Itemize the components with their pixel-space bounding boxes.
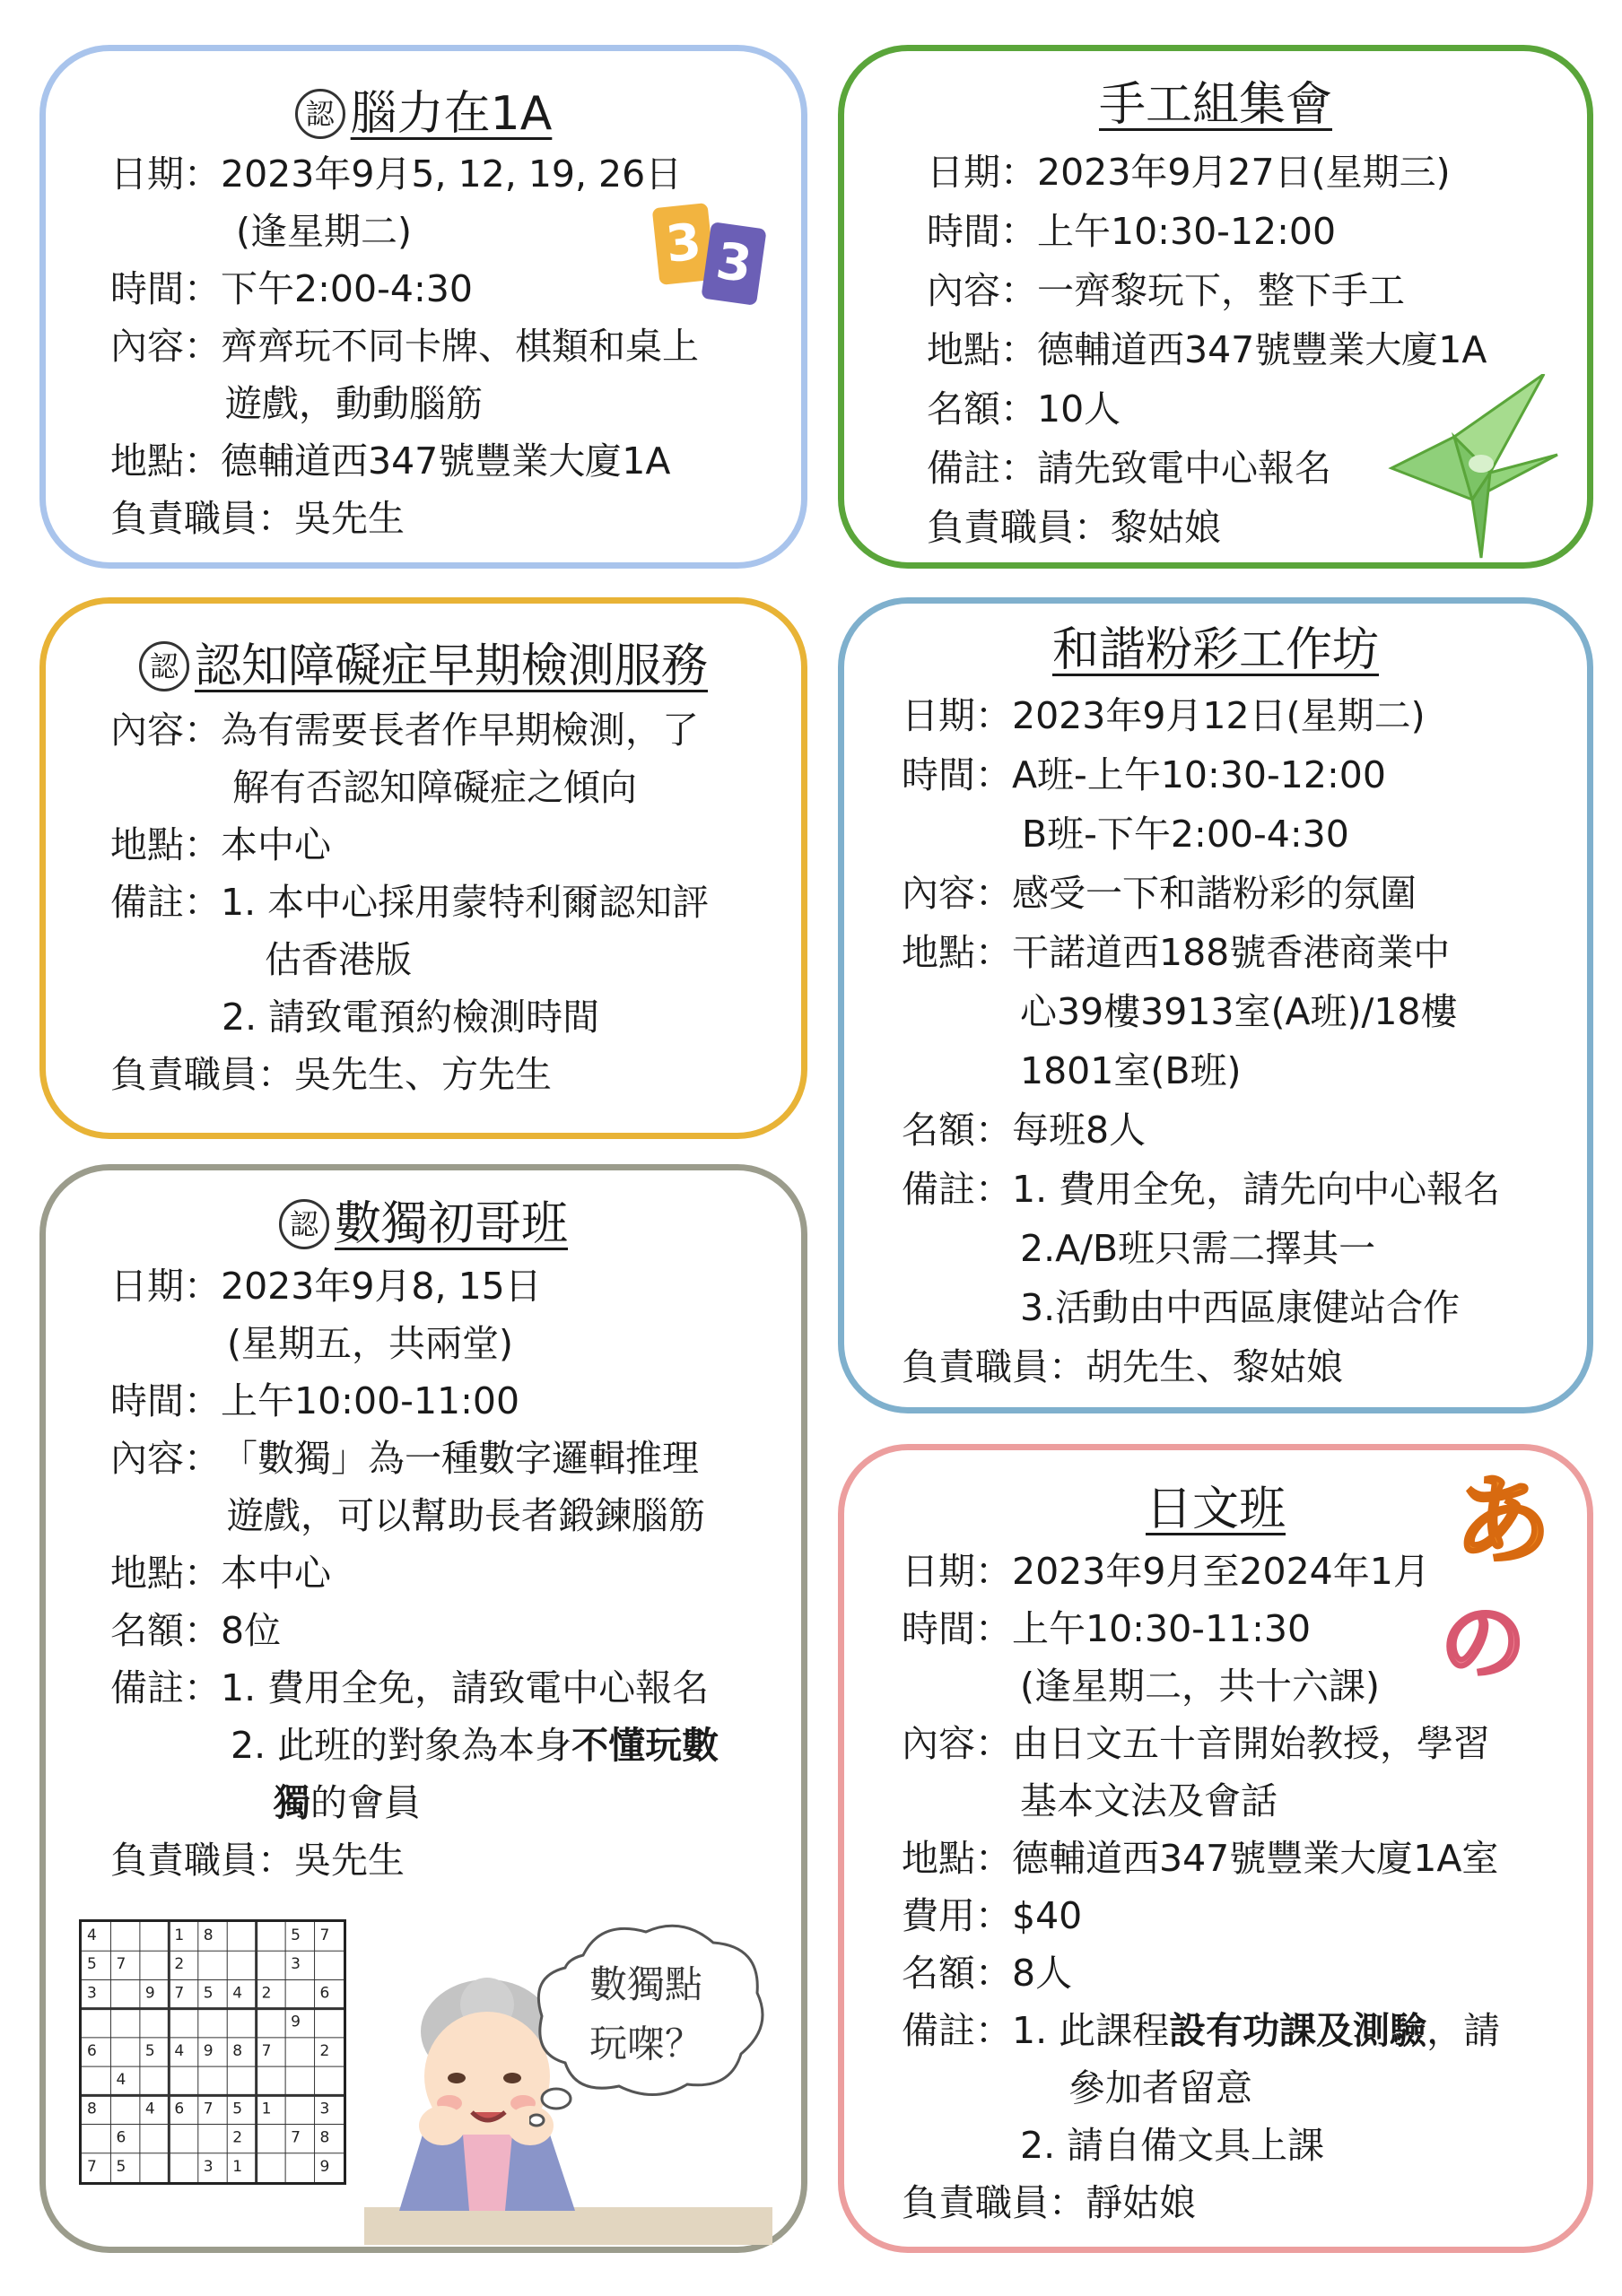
card-japanese-class [838,1444,1593,2253]
card-title [46,87,801,141]
sudoku-cell-number: 8 [319,2128,330,2147]
quota-row: 名額：10人 [927,387,1121,430]
date-row: 日期：2023年9月27日(星期三) [927,151,1451,194]
quota-row: 名額：每班8人 [902,1109,1147,1152]
remark-row: 備註：1. 本中心採用蒙特利爾認知評 [110,881,710,924]
place-row: 地點：德輔道西347號豐業大廈1A [927,328,1487,371]
sudoku-cell-number: 9 [144,1984,155,2003]
title-text: 認知障礙症早期檢測服務 [194,639,708,693]
sudoku-cell-number: 8 [203,1926,214,1944]
place-row: 地點：本中心 [110,823,331,866]
sudoku-cell-number: 9 [203,2041,214,2060]
sudoku-cell-number: 8 [232,2041,243,2060]
hiragana-no-icon: の [1440,1593,1526,1693]
bubble-text: 數獨點 玩㗎？ [589,1962,702,2066]
recognised-badge: 認 [295,89,345,139]
remark-row: 備註：請先致電中心報名 [927,447,1331,490]
sudoku-cell-number: 5 [291,1926,301,1944]
sudoku-cell-number: 7 [116,1955,126,1974]
date-row: 日期：2023年9月12日(星期二) [902,694,1426,737]
date-row: 日期：2023年9月5, 12, 19, 26日 [110,152,683,196]
staff-row: 負責職員：吳先生 [110,1839,405,1882]
title-text: 腦力在1A [350,87,553,141]
card-dementia-screening [39,597,807,1139]
sudoku-cell-number: 7 [261,2041,272,2060]
content-row: 內容：為有需要長者作早期檢測，了 [110,709,699,752]
sudoku-cell-number: 7 [203,2100,214,2118]
title-text: 和諧粉彩工作坊 [1051,623,1379,677]
sudoku-cell-number: 2 [319,2041,330,2060]
quota-row: 名額：8位 [110,1609,282,1652]
card-pastel-workshop [838,597,1593,1413]
card-title [46,1197,801,1251]
title-text: 手工組集會 [1098,78,1332,132]
card-title [844,78,1587,132]
time-row: 時間：A班-上午10:30-12:00 [902,753,1386,796]
sudoku-cell-number: 6 [174,2100,185,2118]
remark-2: 2. 此班的對象為本身不懂玩數 [231,1724,719,1767]
sudoku-cell-number: 4 [116,2071,126,2090]
thought-bubble [529,1919,772,2099]
time-row: 時間：上午10:00-11:00 [110,1379,520,1422]
remark-2: 2. 請致電預約檢測時間 [222,996,600,1039]
content-cont: 解有否認知障礙症之傾向 [232,766,637,809]
time-row: 時間：上午10:30-11:30 [902,1607,1312,1650]
remark-row: 備註：1. 此課程設有功課及測驗，請 [902,2009,1501,2052]
remark-2: 2. 請自備文具上課 [1020,2124,1325,2167]
sudoku-cell-number: 5 [116,2157,126,2176]
date-row: 日期：2023年9月8, 15日 [110,1265,542,1308]
recognised-badge: 認 [279,1199,329,1249]
time-note: (逢星期二，共十六課) [1020,1665,1380,1708]
remark-cont: 參加者留意 [1068,2066,1252,2109]
card-brain-power [39,45,807,569]
title-text: 數獨初哥班 [334,1197,568,1251]
sudoku-cell-number: 9 [291,2013,301,2031]
sudoku-cell-number: 6 [116,2128,126,2147]
sudoku-cell-number: 3 [87,1984,97,2003]
table-surface [364,2207,772,2245]
sudoku-cell-number: 7 [291,2128,301,2147]
sudoku-cell-number: 5 [232,2100,243,2118]
title-text: 日文班 [1145,1483,1286,1536]
content-row: 內容：齊齊玩不同卡牌、棋類和桌上 [110,325,699,368]
staff-row: 負責職員：胡先生、黎姑娘 [902,1345,1343,1388]
sudoku-cell-number: 6 [319,1984,330,2003]
card-title [844,623,1587,677]
sudoku-cell-number: 1 [232,2157,243,2176]
sudoku-cell-number: 3 [203,2157,214,2176]
sudoku-grid-svg [82,1922,344,2182]
place-cont-1: 心39樓3913室(A班)/18樓 [1020,990,1458,1033]
time-row: 時間：下午2:00-4:30 [110,267,473,310]
card-handicraft [838,45,1593,569]
remark-row: 備註：1. 費用全免，請先向中心報名 [902,1168,1501,1211]
sudoku-cell-number: 5 [87,1955,97,1974]
sudoku-cell-number: 2 [174,1955,185,1974]
remark-2: 2.A/B班只需二擇其一 [1020,1227,1376,1270]
place-row: 地點：德輔道西347號豐業大廈1A [110,439,671,483]
content-cont: 基本文法及會話 [1020,1779,1278,1822]
sudoku-cell-number: 4 [87,1926,97,1944]
sudoku-cell-number: 5 [203,1984,214,2003]
sudoku-cell-number: 7 [174,1984,185,2003]
recognised-badge: 認 [139,641,189,691]
sudoku-cell-number: 4 [144,2100,155,2118]
place-row: 地點：德輔道西347號豐業大廈1A室 [902,1837,1499,1880]
remark-2-cont: 獨的會員 [274,1781,421,1824]
sudoku-cell-number: 2 [232,2128,243,2147]
date-note: (逢星期二) [236,210,412,253]
sudoku-cell-number: 6 [87,2041,97,2060]
place-row: 地點：干諾道西188號香港商業中 [902,931,1451,974]
sudoku-cell-number: 1 [261,2100,272,2118]
place-cont-2: 1801室(B班) [1020,1049,1242,1092]
sudoku-cell-number: 4 [232,1984,243,2003]
content-row: 內容：感受一下和諧粉彩的氛圍 [902,872,1417,915]
sudoku-cell-number: 9 [319,2157,330,2176]
card-title [46,639,801,693]
content-row: 內容：「數獨」為一種數字邏輯推理 [110,1437,699,1480]
sudoku-cell-number: 1 [174,1926,185,1944]
time-row: 時間：上午10:30-12:00 [927,210,1337,253]
content-cont: 遊戲，可以幫助長者鍛鍊腦筋 [227,1494,705,1537]
date-row: 日期：2023年9月至2024年1月 [902,1550,1430,1593]
hiragana-a-icon: あ [1454,1465,1552,1578]
sudoku-cell-number: 8 [87,2100,97,2118]
place-row: 地點：本中心 [110,1552,331,1595]
staff-row: 負責職員：黎姑娘 [927,506,1221,549]
sudoku-cell-number: 7 [87,2157,97,2176]
content-row: 內容：由日文五十音開始教授，學習 [902,1722,1490,1765]
content-row: 內容：一齊黎玩下，整下手工 [927,269,1405,312]
sudoku-cell-number: 3 [319,2100,330,2118]
remark-3: 3.活動由中西區康健站合作 [1020,1286,1461,1329]
remark-cont: 估香港版 [265,938,412,981]
sudoku-cell-number: 2 [261,1984,272,2003]
staff-row: 負責職員：吳先生、方先生 [110,1053,552,1096]
staff-row: 負責職員：靜姑娘 [902,2181,1196,2224]
origami-crane-icon [1382,374,1562,562]
fee-row: 費用：$40 [902,1894,1083,1937]
playing-cards-icon: 3 3 [656,205,772,322]
time-b: B班-下午2:00-4:30 [1022,813,1349,856]
date-note: (星期五，共兩堂) [227,1322,513,1365]
sudoku-grid [79,1919,346,2185]
staff-row: 負責職員：吳先生 [110,497,405,540]
sudoku-cell-number: 3 [291,1955,301,1974]
sudoku-cell-number: 5 [144,2041,155,2060]
quota-row: 名額：8人 [902,1952,1073,1995]
remark-row: 備註：1. 費用全免，請致電中心報名 [110,1666,710,1709]
content-cont: 遊戲，動動腦筋 [225,382,483,425]
sudoku-cell-number: 4 [174,2041,185,2060]
sudoku-cell-number: 7 [319,1926,330,1944]
